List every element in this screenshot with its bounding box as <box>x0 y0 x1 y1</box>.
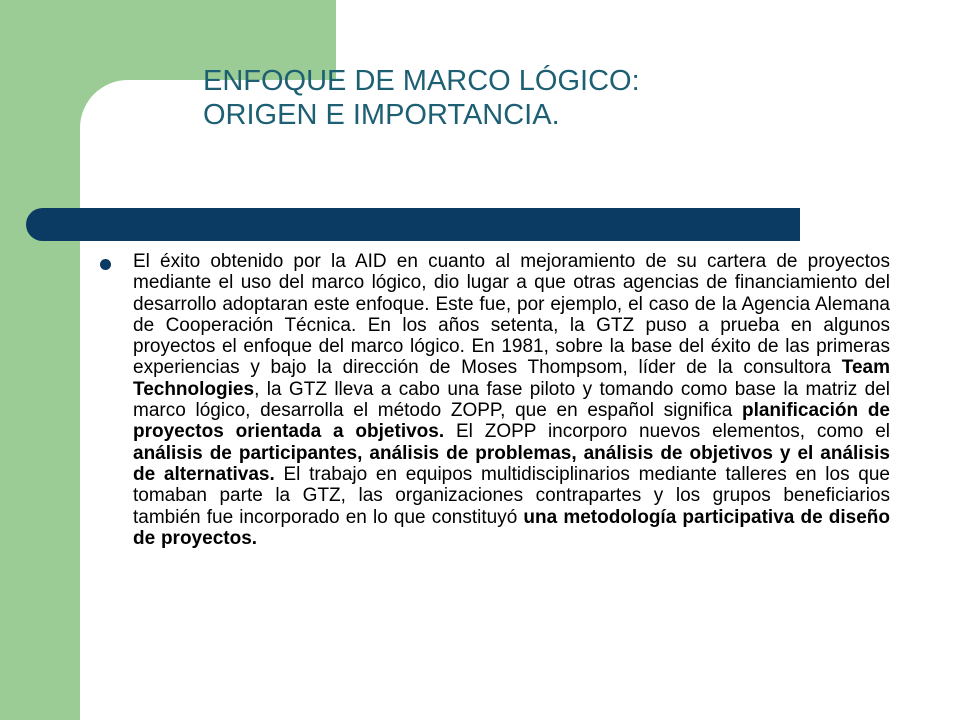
paragraph-segment: El trabajo en equipos multidisciplinarios mediante talleres en los que tomaban parte la GTZ, las organizaciones contrapartes y los grupos beneficiarios también fue incorporado en lo que constituyó <box>133 463 890 528</box>
paragraph-segment-bold: una metodología participativa de diseño de proyectos. <box>133 506 890 549</box>
paragraph-segment: El éxito obtenido por la AID en cuanto al mejoramiento de su cartera de proyectos mediante el uso del marco lógico, dio lugar a que otras agencias de financiamiento del desarrollo adoptaran este enfoque. Este fue, por ejemplo, el caso de la Agencia Alemana de Cooperación Técnica. En los años setenta, la GTZ puso a prueba en algunos proyectos el enfoque del marco lógico. En 1981, sobre la base del éxito de las primeras experiencias y bajo la dirección de Moses Thompsom, líder de la consultora <box>133 251 890 379</box>
slide-title-line-2: ORIGEN E IMPORTANCIA. <box>203 99 560 131</box>
title-divider-bar <box>26 208 800 241</box>
bullet-paragraph <box>133 251 890 549</box>
paragraph-segment-bold: análisis de participantes, análisis de problemas, análisis de objetivos y el análisis de alternativas. <box>133 442 890 485</box>
slide-title-line-1: ENFOQUE DE MARCO LÓGICO: <box>203 65 640 97</box>
paragraph-segment: El ZOPP incorporo nuevos elementos, como el <box>444 421 890 443</box>
paragraph-segment-bold: planificación de proyectos orientada a objetivos. <box>133 400 890 443</box>
bullet-list <box>100 251 890 549</box>
slide-title <box>203 64 903 132</box>
bullet-dot-icon <box>100 259 111 270</box>
paragraph-segment: , la GTZ lleva a cabo una fase piloto y tomando como base la matriz del marco lógico, desarrolla el método ZOPP, que en español significa <box>133 378 890 422</box>
paragraph-segment-bold: Team Technologies <box>133 357 890 400</box>
